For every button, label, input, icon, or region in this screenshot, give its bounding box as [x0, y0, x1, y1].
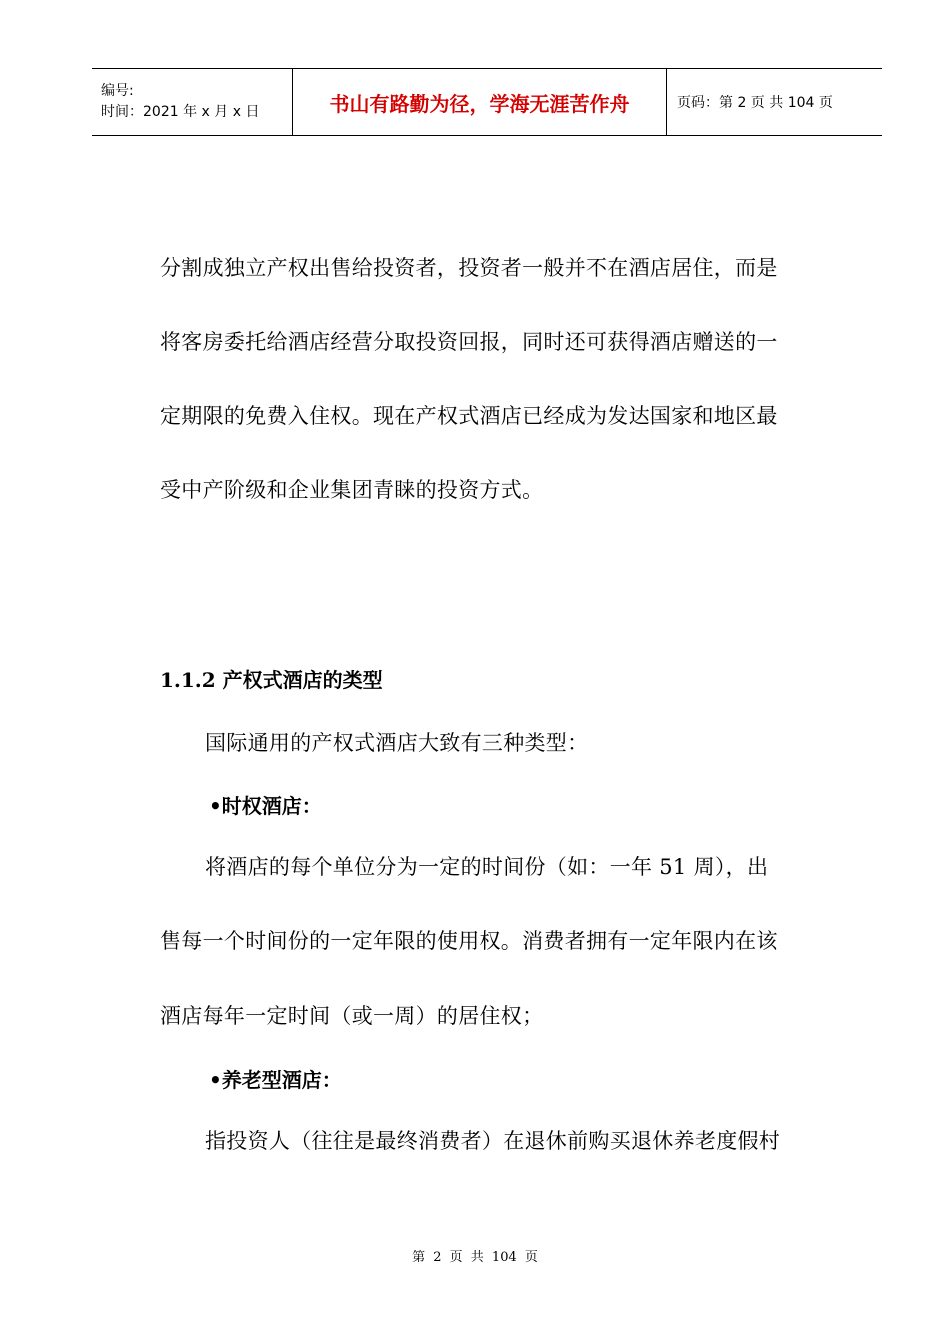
page-footer: 第 2 页 共 104 页	[412, 1250, 538, 1265]
header-meta	[92, 69, 293, 135]
body-line: 受中产阶级和企业集团青睐的投资方式。	[160, 478, 544, 502]
body-line: 指投资人（往往是最终消费者）在退休前购买退休养老度假村	[205, 1129, 781, 1153]
section-heading: 1.1.2 产权式酒店的类型	[160, 668, 383, 692]
intro-line: 国际通用的产权式酒店大致有三种类型：	[205, 731, 589, 755]
header-motto: 书山有路勤为径，学海无涯苦作舟	[293, 69, 667, 135]
body-line: 售每一个时间份的一定年限的使用权。消费者拥有一定年限内在该	[160, 929, 778, 953]
body-line: 定期限的免费入住权。现在产权式酒店已经成为发达国家和地区最	[160, 404, 778, 428]
bullet-time-share-hotel: •时权酒店：	[209, 794, 322, 818]
bullet-retirement-hotel: •养老型酒店：	[209, 1068, 342, 1092]
header-number-label: 编号:	[101, 83, 134, 99]
body-line: 分割成独立产权出售给投资者，投资者一般并不在酒店居住，而是	[160, 256, 778, 280]
body-line: 将客房委托给酒店经营分取投资回报，同时还可获得酒店赠送的一	[160, 330, 778, 354]
body-line: 酒店每年一定时间（或一周）的居住权；	[160, 1004, 544, 1028]
header-date: 时间：2021 年 x 月 x 日	[101, 104, 260, 120]
body-line: 将酒店的每个单位分为一定的时间份（如：一年 51 周），出	[205, 855, 769, 879]
page-header	[92, 68, 882, 136]
header-page-number: 页码：第 2 页 共 104 页	[677, 95, 833, 111]
